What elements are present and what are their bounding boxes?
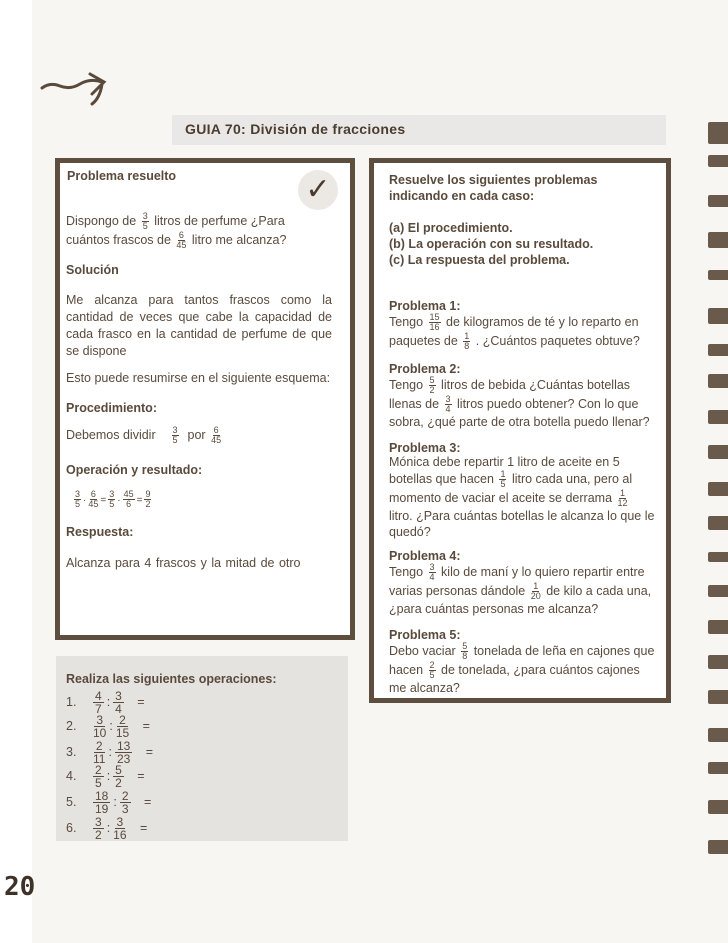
exercise-row: 3. $\frac{2}{11}$ : $\frac{13}{23}$ = [66, 739, 154, 766]
edge-tab [708, 232, 728, 248]
instruction-item: (a) El procedimiento. [389, 221, 513, 235]
edge-tab [708, 516, 728, 530]
problem-5-text: Debo vaciar $\frac{5}{8}$ tonelada de leña en cajones que hacen $\frac{2}{5}$ de tonelada, ¿para cuántos cajones me alcanza? [389, 641, 655, 695]
edge-tab [708, 840, 728, 854]
procedimiento-text: Debemos dividir $\frac{3}{5}$ por $\frac{6}{45}$ [66, 425, 222, 445]
esquema-text: Esto puede resumirse en el siguiente esquema: [66, 371, 331, 385]
exercise-row: 1. $\frac{4}{7}$ : $\frac{3}{4}$ = [66, 689, 145, 716]
edge-tab [708, 762, 728, 774]
edge-tab [708, 308, 728, 324]
respuesta-label: Respuesta: [66, 525, 134, 539]
edge-tab [708, 270, 728, 280]
solucion-text: Me alcanza para tantos frascos como la cantidad de veces que cabe la capacidad de cada frasco en la cantidad de perfume de que se dispone [66, 293, 332, 358]
operacion-expression: $\frac{3}{5}$ · $\frac{6}{45}$ = $\frac{3}{5}$ · $\frac{45}{6}$ = $\frac{9}{2}$ [75, 489, 151, 509]
page-number: 20 [4, 872, 36, 902]
exercise-row: 4. $\frac{2}{5}$ : $\frac{5}{2}$ = [66, 763, 145, 790]
problem-4-text: Tengo $\frac{3}{4}$ kilo de maní y lo quiero repartir entre varias personas dándole $\frac{1}{20}$ de kilo a cada una, ¿para cuántas personas me alcanza? [389, 562, 652, 616]
problem-1-text: Tengo $\frac{15}{16}$ de kilogramos de té y lo reparto en paquetes de $\frac{1}{8}$ . ¿Cuántos paquetes obtuve? [389, 312, 640, 351]
problem-5-label: Problema 5: [389, 628, 461, 642]
edge-tab [708, 374, 728, 388]
problem-2-text: Tengo $\frac{5}{2}$ litros de bebida ¿Cuántas botellas llenas de $\frac{3}{4}$ litros puedo obtener? Con lo que sobra, ¿qué parte de otra botella puedo llenar? [389, 375, 650, 429]
exercise-row: 6. $\frac{3}{2}$ : $\frac{3}{16}$ = [66, 815, 148, 842]
problem-2-label: Problema 2: [389, 362, 461, 376]
arrow-icon [40, 60, 110, 110]
solved-statement: Dispongo de $\frac{3}{5}$ litros de perfume ¿Para cuántos frascos de $\frac{6}{45}$ litro me alcanza? [66, 211, 287, 250]
fraction: $\frac{3}{5}$ [142, 211, 148, 231]
edge-tab [708, 155, 728, 167]
operacion-label: Operación y resultado: [66, 463, 203, 477]
fraction: $\frac{6}{45}$ [176, 230, 187, 250]
exercise-row: 5. $\frac{18}{19}$ : $\frac{2}{3}$ = [66, 789, 152, 816]
edge-tab [708, 344, 728, 356]
fraction: $\frac{6}{45}$ [211, 425, 222, 445]
instructions: Resuelve los siguientes problemas indicando en cada caso: [389, 173, 598, 203]
edge-tab [708, 800, 728, 814]
edge-tab [708, 552, 728, 562]
edge-tab [708, 728, 728, 742]
procedimiento-label: Procedimiento: [66, 401, 157, 415]
edge-tab [708, 482, 728, 496]
fraction: $\frac{3}{5}$ [172, 425, 178, 445]
exercise-row: 2. $\frac{3}{10}$ : $\frac{2}{15}$ = [66, 713, 150, 740]
problem-3-label: Problema 3: [389, 441, 461, 455]
edge-tab [708, 195, 728, 207]
problem-1-label: Problema 1: [389, 299, 461, 313]
respuesta-text: Alcanza para 4 frascos y la mitad de otro [66, 556, 301, 570]
solucion-label: Solución [66, 263, 119, 277]
solved-title: Problema resuelto [67, 169, 177, 183]
problem-4-label: Problema 4: [389, 549, 461, 563]
edge-tab [708, 410, 728, 424]
instruction-item: (b) La operación con su resultado. [389, 237, 594, 251]
page-title: GUIA 70: División de fracciones [185, 121, 406, 137]
problem-3-text: Mónica debe repartir 1 litro de aceite en 5 botellas que hacen $\frac{1}{5}$ litro cada una, pero al momento de vaciar el aceite se derrama $\frac{1}{12}$ litro. ¿Para cuántas botellas le alcanza lo que le quedó? [389, 455, 655, 539]
page-margin [0, 0, 32, 943]
edge-tab [708, 655, 728, 669]
checkmark-icon: ✓ [298, 170, 338, 210]
edge-tab [708, 445, 728, 459]
instruction-item: (c) La respuesta del problema. [389, 253, 570, 267]
edge-tab [708, 620, 728, 634]
exercises-title: Realiza las siguientes operaciones: [66, 672, 277, 686]
edge-tab [708, 690, 728, 704]
edge-tab [708, 122, 728, 144]
edge-tab [708, 585, 728, 597]
